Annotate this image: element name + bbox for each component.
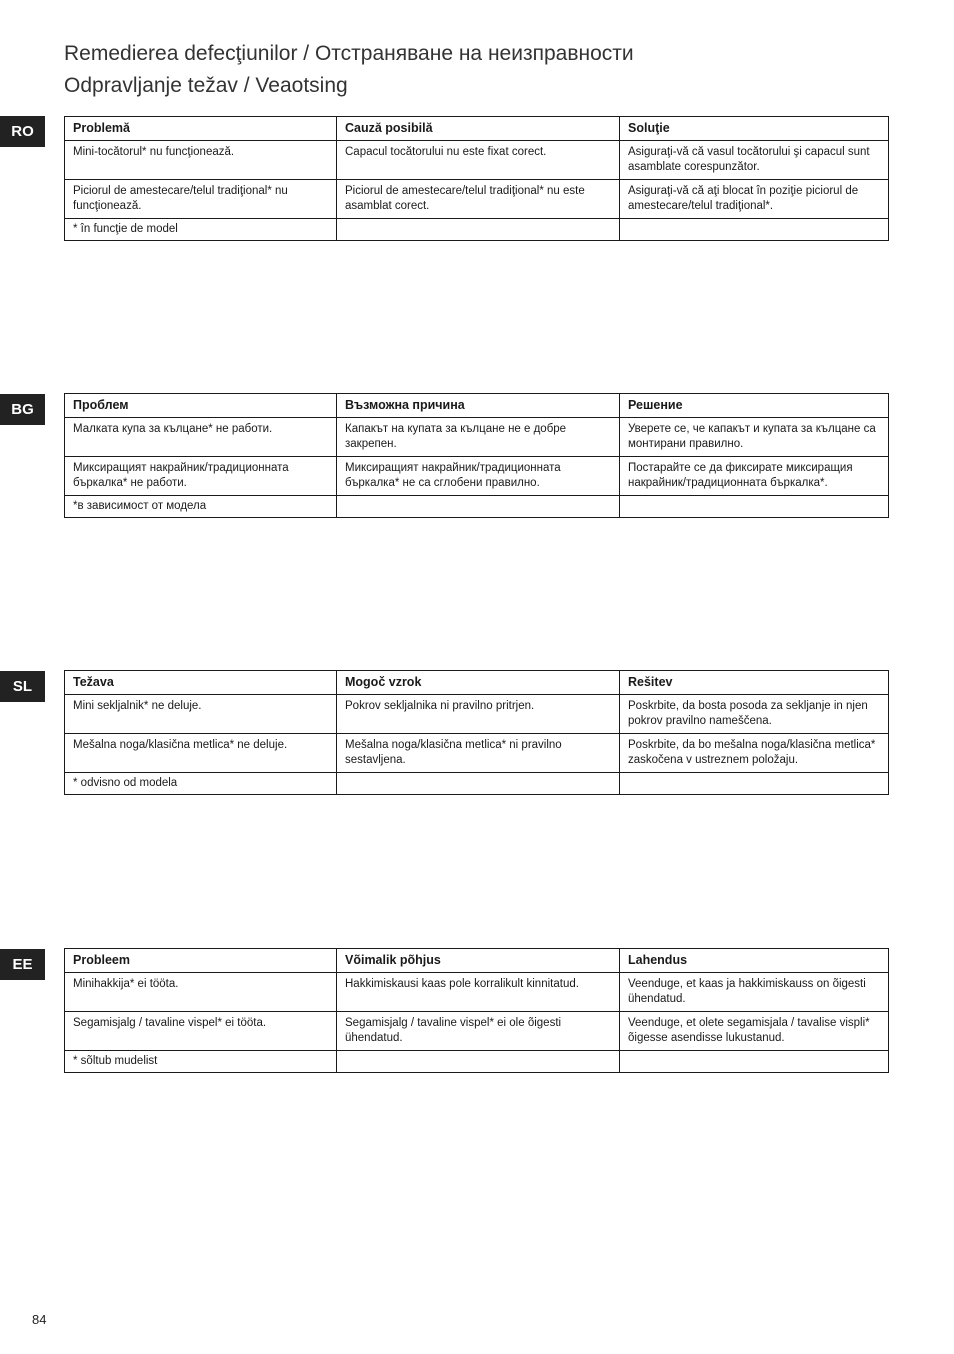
column-header-cause: Võimalik põhjus xyxy=(337,949,620,973)
column-header-problem: Težava xyxy=(65,671,337,695)
footnote-cell: * odvisno od modela xyxy=(65,773,337,795)
empty-cell xyxy=(620,219,889,241)
table-note-row xyxy=(65,773,889,795)
footnote-cell: * sõltub mudelist xyxy=(65,1051,337,1073)
table-row xyxy=(65,1012,889,1051)
cause-cell: Hakkimiskausi kaas pole korralikult kinnitatud. xyxy=(337,973,620,1012)
table-row xyxy=(65,141,889,180)
troubleshooting-section-ro xyxy=(64,116,888,241)
column-header-problem: Problemă xyxy=(65,117,337,141)
column-header-solution: Lahendus xyxy=(620,949,889,973)
cause-cell: Mešalna noga/klasična metlica* ni pravilno sestavljena. xyxy=(337,734,620,773)
problem-cell: Миксиращият накрайник/традиционната бъркалка* не работи. xyxy=(65,457,337,496)
language-tab-sl: SL xyxy=(0,671,45,702)
table-row xyxy=(65,973,889,1012)
problem-cell: Mini sekljalnik* ne deluje. xyxy=(65,695,337,734)
empty-cell xyxy=(620,1051,889,1073)
problem-cell: Mešalna noga/klasična metlica* ne deluje. xyxy=(65,734,337,773)
language-tab-ee: EE xyxy=(0,949,45,980)
problem-cell: Малката купа за кълцане* не работи. xyxy=(65,418,337,457)
problem-cell: Piciorul de amestecare/telul tradiţional* nu funcţionează. xyxy=(65,180,337,219)
troubleshooting-table xyxy=(64,948,889,1073)
table-header-row xyxy=(65,671,889,695)
table-note-row xyxy=(65,496,889,518)
empty-cell xyxy=(620,773,889,795)
empty-cell xyxy=(620,496,889,518)
empty-cell xyxy=(337,496,620,518)
column-header-solution: Soluţie xyxy=(620,117,889,141)
column-header-solution: Rešitev xyxy=(620,671,889,695)
column-header-problem: Probleem xyxy=(65,949,337,973)
troubleshooting-table xyxy=(64,670,889,795)
footnote-cell: *в зависимост от модела xyxy=(65,496,337,518)
solution-cell: Постарайте се да фиксирате миксиращия накрайник/традиционната бъркалка*. xyxy=(620,457,889,496)
column-header-cause: Mogoč vzrok xyxy=(337,671,620,695)
problem-cell: Segamisjalg / tavaline vispel* ei tööta. xyxy=(65,1012,337,1051)
solution-cell: Asiguraţi-vă că vasul tocătorului şi capacul sunt asamblate corespunzător. xyxy=(620,141,889,180)
page-number: 84 xyxy=(32,1312,47,1327)
troubleshooting-section-bg xyxy=(64,393,888,518)
troubleshooting-table xyxy=(64,116,889,241)
troubleshooting-section-sl xyxy=(64,670,888,795)
cause-cell: Pokrov sekljalnika ni pravilno pritrjen. xyxy=(337,695,620,734)
troubleshooting-table xyxy=(64,393,889,518)
table-row xyxy=(65,457,889,496)
solution-cell: Veenduge, et kaas ja hakkimiskauss on õigesti ühendatud. xyxy=(620,973,889,1012)
solution-cell: Poskrbite, da bo mešalna noga/klasična metlica* zaskočena v ustreznem položaju. xyxy=(620,734,889,773)
table-header-row xyxy=(65,117,889,141)
language-tab-bg: BG xyxy=(0,394,45,425)
cause-cell: Segamisjalg / tavaline vispel* ei ole õigesti ühendatud. xyxy=(337,1012,620,1051)
problem-cell: Minihakkija* ei tööta. xyxy=(65,973,337,1012)
cause-cell: Капакът на купата за кълцане не е добре закрепен. xyxy=(337,418,620,457)
solution-cell: Poskrbite, da bosta posoda za sekljanje in njen pokrov pravilno nameščena. xyxy=(620,695,889,734)
cause-cell: Миксиращият накрайник/традиционната бъркалка* не са сглобени правилно. xyxy=(337,457,620,496)
table-note-row xyxy=(65,219,889,241)
empty-cell xyxy=(337,773,620,795)
table-row xyxy=(65,180,889,219)
page-title-line2: Odpravljanje težav / Veaotsing xyxy=(64,74,348,97)
solution-cell: Asiguraţi-vă că aţi blocat în poziţie piciorul de amestecare/telul tradiţional*. xyxy=(620,180,889,219)
column-header-problem: Проблем xyxy=(65,394,337,418)
page-title-line1: Remedierea defecţiunilor / Отстраняване на неизправности xyxy=(64,42,634,65)
table-row xyxy=(65,418,889,457)
solution-cell: Уверете се, че капакът и купата за кълцане са монтирани правилно. xyxy=(620,418,889,457)
column-header-solution: Решение xyxy=(620,394,889,418)
table-header-row xyxy=(65,949,889,973)
language-tab-ro: RO xyxy=(0,116,45,147)
cause-cell: Piciorul de amestecare/telul tradiţional* nu este asamblat corect. xyxy=(337,180,620,219)
footnote-cell: * în funcţie de model xyxy=(65,219,337,241)
solution-cell: Veenduge, et olete segamisjala / tavalise vispli* õigesse asendisse lukustanud. xyxy=(620,1012,889,1051)
empty-cell xyxy=(337,1051,620,1073)
column-header-cause: Възможна причина xyxy=(337,394,620,418)
table-header-row xyxy=(65,394,889,418)
empty-cell xyxy=(337,219,620,241)
table-row xyxy=(65,734,889,773)
troubleshooting-section-ee xyxy=(64,948,888,1073)
table-row xyxy=(65,695,889,734)
column-header-cause: Cauză posibilă xyxy=(337,117,620,141)
table-note-row xyxy=(65,1051,889,1073)
cause-cell: Capacul tocătorului nu este fixat corect. xyxy=(337,141,620,180)
problem-cell: Mini-tocătorul* nu funcţionează. xyxy=(65,141,337,180)
